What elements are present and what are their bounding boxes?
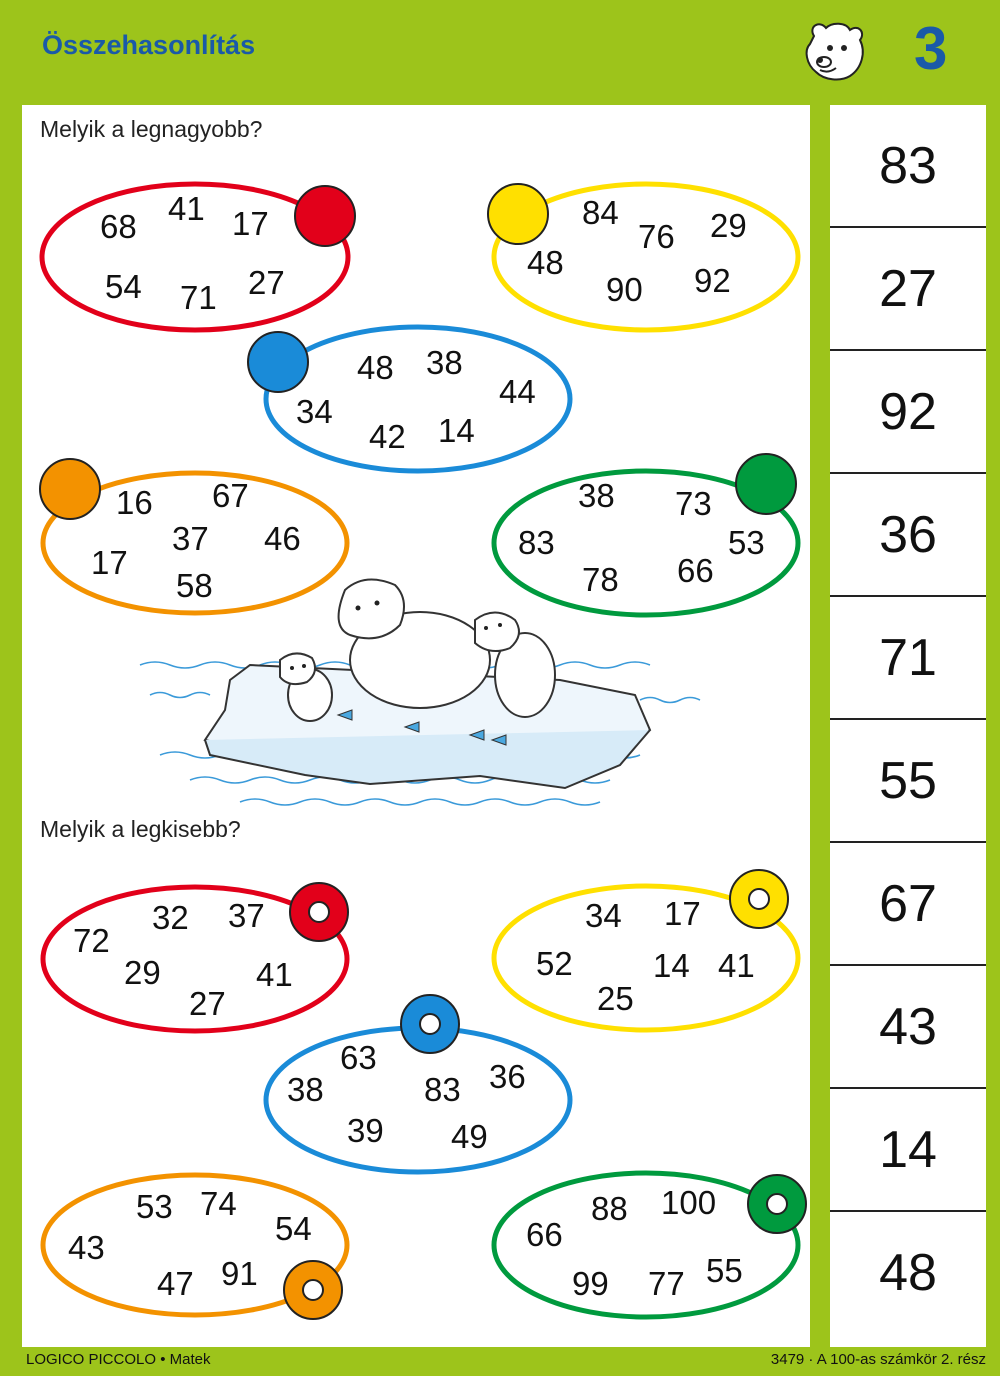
number: 37	[172, 520, 209, 557]
number: 71	[180, 279, 217, 316]
number: 53	[136, 1188, 173, 1225]
number: 49	[451, 1118, 488, 1155]
blue-dot-icon	[248, 332, 308, 392]
number: 38	[287, 1071, 324, 1108]
number: 83	[518, 524, 555, 561]
answer-cell: 48	[879, 1243, 937, 1302]
number: 29	[124, 954, 161, 991]
footer-product: 3479 · A 100-as számkör 2. rész	[770, 1351, 986, 1368]
number: 92	[694, 262, 731, 299]
number: 74	[200, 1185, 237, 1222]
number: 48	[527, 244, 564, 281]
number: 27	[189, 985, 226, 1022]
number: 17	[232, 205, 269, 242]
number: 100	[661, 1184, 717, 1221]
number: 46	[264, 520, 301, 557]
number: 48	[357, 349, 394, 386]
number: 42	[369, 418, 406, 455]
orange-dot-icon	[40, 459, 100, 519]
number: 88	[591, 1190, 628, 1227]
number: 38	[426, 344, 463, 381]
number: 90	[606, 271, 643, 308]
number: 41	[718, 947, 755, 984]
green-dot-icon	[736, 454, 796, 514]
number: 41	[168, 190, 205, 227]
answer-cell: 71	[830, 597, 986, 720]
bear-head-icon	[800, 18, 870, 86]
number: 14	[438, 412, 475, 449]
answer-cell: 36	[830, 474, 986, 597]
number: 36	[489, 1058, 526, 1095]
number: 99	[572, 1265, 609, 1302]
number: 17	[91, 544, 128, 581]
red-dot-icon	[295, 186, 355, 246]
number: 25	[597, 980, 634, 1017]
number: 66	[526, 1216, 563, 1253]
yellow-dot-icon	[488, 184, 548, 244]
number: 43	[68, 1229, 105, 1266]
number: 67	[212, 477, 249, 514]
number: 44	[499, 373, 536, 410]
number: 54	[275, 1210, 312, 1247]
number: 76	[638, 218, 675, 255]
answer-cell: 55	[830, 720, 986, 843]
number: 68	[100, 208, 137, 245]
answer-column	[830, 105, 986, 1347]
number: 27	[248, 264, 285, 301]
question-largest: Melyik a legnagyobb?	[40, 116, 263, 142]
number: 84	[582, 194, 619, 231]
number: 47	[157, 1265, 194, 1302]
number: 54	[105, 268, 142, 305]
number: 34	[585, 897, 622, 934]
number: 52	[536, 945, 573, 982]
number: 32	[152, 899, 189, 936]
number: 34	[296, 393, 333, 430]
question-smallest: Melyik a legkisebb?	[40, 816, 241, 842]
number: 16	[116, 484, 153, 521]
number: 38	[578, 477, 615, 514]
answer-cell: 92	[830, 351, 986, 474]
number: 73	[675, 485, 712, 522]
page-title: Összehasonlítás	[42, 30, 256, 60]
number: 41	[256, 956, 293, 993]
page-number: 3	[914, 15, 948, 82]
number: 14	[653, 947, 690, 984]
number: 78	[582, 561, 619, 598]
number: 29	[710, 207, 747, 244]
number: 39	[347, 1112, 384, 1149]
number: 77	[648, 1265, 685, 1302]
number: 72	[73, 922, 110, 959]
number: 63	[340, 1039, 377, 1076]
number: 91	[221, 1255, 258, 1292]
answer-cell: 43	[830, 966, 986, 1089]
number: 55	[706, 1252, 743, 1289]
number: 17	[664, 895, 701, 932]
answer-cell: 83	[830, 105, 986, 228]
number: 37	[228, 897, 265, 934]
polar-bears-on-ice-illustration	[120, 570, 740, 815]
number: 83	[424, 1071, 461, 1108]
answer-cell: 27	[830, 228, 986, 351]
number: 58	[176, 567, 213, 604]
answer-cell: 14	[830, 1089, 986, 1212]
number: 66	[677, 552, 714, 589]
number: 53	[728, 524, 765, 561]
answer-cell: 67	[830, 843, 986, 966]
footer-brand: LOGICO PICCOLO • Matek	[26, 1351, 211, 1368]
